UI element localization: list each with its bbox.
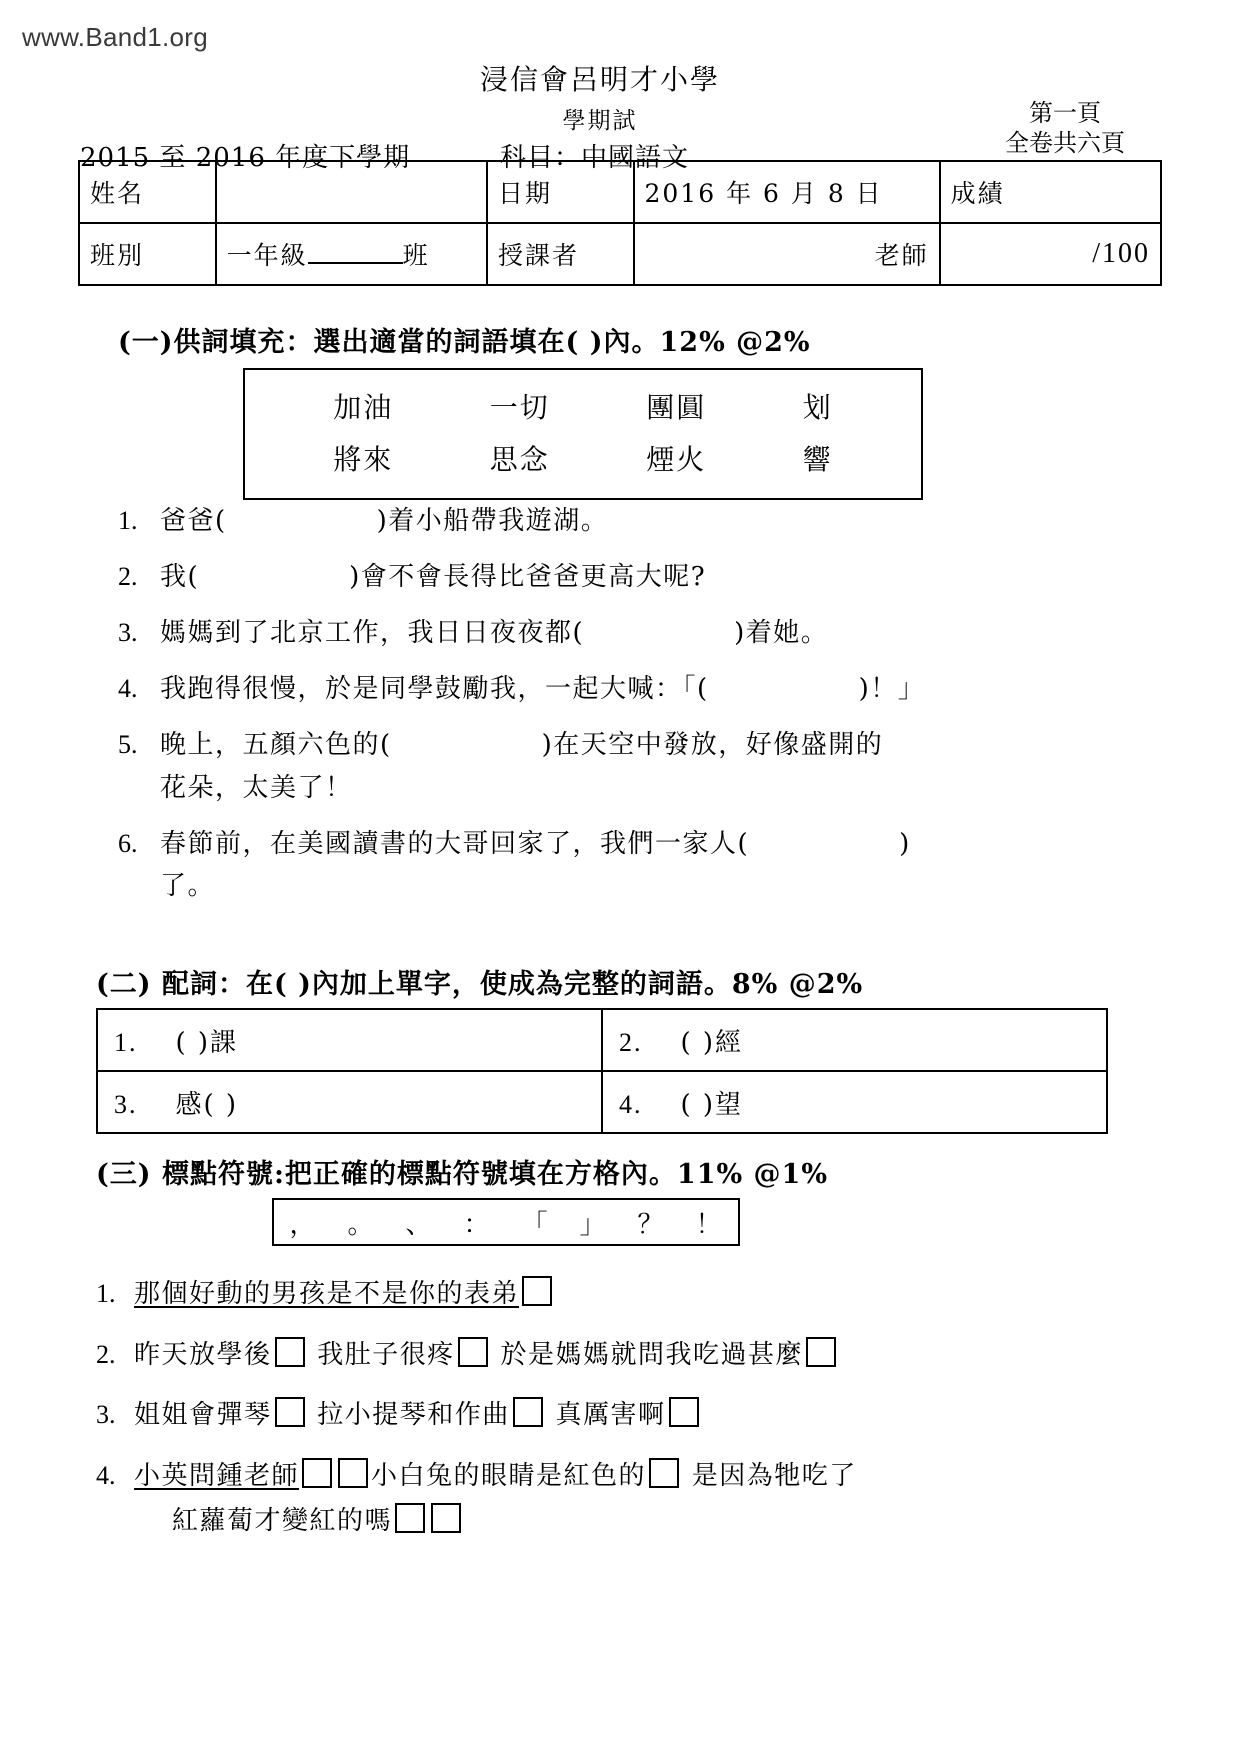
question-item (118, 612, 1118, 654)
question-segment: 那個好動的男孩是不是你的表弟 (134, 1279, 520, 1309)
teacher-value: 老師 (634, 223, 940, 285)
watermark: www.Band1.org (22, 22, 209, 52)
question-text[interactable] (160, 556, 1118, 598)
question-before: 我( (160, 562, 200, 593)
word-bank-row-1 (245, 380, 921, 432)
question-segment: 昨天放學後 (134, 1339, 272, 1370)
class-blank[interactable] (308, 262, 403, 264)
question-number: 4. (96, 1461, 116, 1491)
question-after: ) (899, 828, 911, 859)
punctuation-question (96, 1333, 1116, 1378)
question-text[interactable] (160, 668, 1118, 710)
question-segment: 於是媽媽就問我吃過甚麼 (490, 1339, 804, 1370)
class-suffix: 班 (402, 241, 430, 270)
question-line-2 (134, 1499, 1116, 1544)
question-item (118, 724, 1118, 808)
subject: 科目：中國語文 (500, 143, 690, 173)
punctuation-answer-box[interactable] (338, 1458, 368, 1488)
section-2-table (96, 1008, 1108, 1134)
question-line-2: 花朵，太美了！ (160, 772, 353, 803)
question-text (134, 1393, 1116, 1438)
question-number: 1. (96, 1279, 116, 1308)
section-3-questions (96, 1272, 1116, 1560)
word-bank-row-2 (245, 432, 921, 484)
class-field[interactable] (216, 223, 487, 285)
punctuation-mark: ？ (637, 1209, 665, 1240)
punctuation-answer-box[interactable] (431, 1503, 461, 1533)
question-text[interactable] (160, 612, 1118, 654)
question-number: 5. (118, 730, 138, 760)
match-text: ( )經 (680, 1027, 744, 1058)
question-number: 2. (96, 1339, 116, 1369)
question-number: 3. (96, 1400, 116, 1430)
question-item (118, 556, 1118, 598)
match-text: ( )課 (175, 1027, 239, 1058)
year-term: 2015 至 2016 年度下學期 (80, 143, 411, 173)
date-value: 2016 年 6 月 8 日 (634, 161, 940, 223)
question-segment: 拉小提琴和作曲 (307, 1400, 510, 1431)
question-before: 晚上，五顏六色的( (160, 730, 392, 761)
date-label: 日期 (487, 161, 634, 223)
question-number: 4. (118, 674, 138, 704)
punctuation-mark: ： (463, 1209, 491, 1240)
match-cell[interactable] (97, 1009, 602, 1071)
punctuation-answer-box[interactable] (649, 1458, 679, 1488)
score-value: /100 (940, 223, 1161, 285)
word-bank-item: 將來 (333, 443, 394, 476)
exam-name: 學期試 (562, 108, 638, 134)
teacher-label: 授課者 (487, 223, 634, 285)
question-number: 2. (118, 562, 138, 592)
name-field[interactable] (216, 161, 487, 223)
question-line-2: 了。 (160, 870, 216, 901)
name-label: 姓名 (79, 161, 216, 223)
section-3-title: (三) 標點符號:把正確的標點符號填在方格內。11% @1% (96, 1159, 828, 1190)
word-bank-item: 加油 (333, 391, 394, 424)
punctuation-answer-box[interactable] (522, 1276, 552, 1306)
question-after: )會不會長得比爸爸更高大呢? (349, 562, 707, 593)
question-segment: 我肚子很疼 (307, 1339, 455, 1370)
question-before: 爸爸( (160, 506, 227, 536)
punctuation-mark: 「 (521, 1209, 549, 1240)
school-name: 浸信會呂明才小學 (479, 63, 720, 96)
question-item (118, 668, 1118, 710)
punctuation-question (96, 1393, 1116, 1438)
section-1-title: (一)供詞填充：選出適當的詞語填在( )內。12% @2% (118, 327, 811, 358)
question-text[interactable] (160, 724, 1118, 808)
question-text[interactable] (160, 823, 1118, 907)
class-prefix: 一年級 (226, 241, 308, 270)
punctuation-mark: ， (289, 1209, 317, 1240)
punctuation-question (96, 1454, 1116, 1543)
question-number: 6. (118, 828, 138, 858)
punctuation-mark: ！ (695, 1209, 723, 1240)
punctuation-answer-box[interactable] (275, 1397, 305, 1427)
class-label: 班別 (79, 223, 216, 285)
punctuation-mark: 、 (405, 1209, 433, 1240)
match-number: 4. (619, 1089, 643, 1119)
word-bank-item: 團圓 (646, 391, 707, 424)
match-number: 2. (619, 1027, 643, 1057)
punctuation-bank (272, 1198, 740, 1246)
question-before: 我跑得很慢，於是同學鼓勵我，一起大喊：「( (160, 674, 709, 705)
question-number: 3. (118, 618, 138, 648)
match-text: ( )望 (680, 1089, 744, 1120)
student-info-table (78, 160, 1162, 286)
question-after: )着小船帶我遊湖。 (376, 506, 609, 536)
question-segment: 小英問鍾老師 (134, 1461, 300, 1492)
word-bank-item: 一切 (489, 391, 550, 424)
punctuation-answer-box[interactable] (395, 1503, 425, 1533)
question-segment: 紅蘿蔔才變紅的嗎 (172, 1505, 393, 1536)
question-after: )在天空中發放，好像盛開的 (541, 730, 884, 761)
page-header (80, 58, 1160, 174)
punctuation-answer-box[interactable] (302, 1458, 332, 1488)
match-cell[interactable] (602, 1071, 1107, 1133)
question-segment: 是因為牠吃了 (682, 1461, 857, 1492)
page-number: 第一頁 (1029, 99, 1101, 127)
question-number: 1. (118, 506, 138, 535)
punctuation-answer-box[interactable] (275, 1337, 305, 1367)
match-text: 感( ) (175, 1089, 239, 1120)
question-text[interactable] (160, 500, 1118, 542)
total-pages: 全卷共六頁 (1005, 129, 1125, 157)
section-1-questions (118, 500, 1118, 921)
word-bank (243, 368, 923, 500)
word-bank-item: 思念 (489, 443, 550, 476)
question-after: )着她。 (734, 618, 829, 649)
match-number: 1. (114, 1027, 138, 1057)
question-segment: 姐姐會彈琴 (134, 1400, 272, 1431)
word-bank-item: 划 (802, 391, 833, 424)
section-2-title: (二) 配詞：在( )內加上單字，使成為完整的詞語。8% @2% (96, 969, 864, 1000)
punctuation-answer-box[interactable] (669, 1397, 699, 1427)
question-after: )！」 (858, 674, 926, 705)
question-text (134, 1454, 1116, 1543)
punctuation-question (96, 1272, 1116, 1317)
punctuation-mark: 。 (347, 1209, 375, 1240)
info-row-1 (79, 161, 1161, 223)
question-text (134, 1333, 1116, 1378)
match-number: 3. (114, 1089, 138, 1119)
table-row (97, 1071, 1107, 1133)
question-item (118, 500, 1118, 542)
score-label: 成績 (940, 161, 1161, 223)
info-row-2 (79, 223, 1161, 285)
word-bank-item: 響 (802, 443, 833, 476)
question-text (134, 1272, 1116, 1317)
question-before: 春節前，在美國讀書的大哥回家了，我們一家人( (160, 828, 750, 859)
word-bank-item: 煙火 (646, 443, 707, 476)
page-info (970, 98, 1160, 158)
punctuation-answer-box[interactable] (806, 1337, 836, 1367)
table-row (97, 1009, 1107, 1071)
question-segment: 真厲害啊 (545, 1400, 666, 1431)
match-cell[interactable] (602, 1009, 1107, 1071)
punctuation-answer-box[interactable] (458, 1337, 488, 1367)
question-item (118, 823, 1118, 907)
question-before: 媽媽到了北京工作，我日日夜夜都( (160, 618, 585, 649)
punctuation-answer-box[interactable] (513, 1397, 543, 1427)
punctuation-mark: 」 (579, 1209, 607, 1240)
question-segment: 小白兔的眼睛是紅色的 (371, 1461, 647, 1492)
match-cell[interactable] (97, 1071, 602, 1133)
